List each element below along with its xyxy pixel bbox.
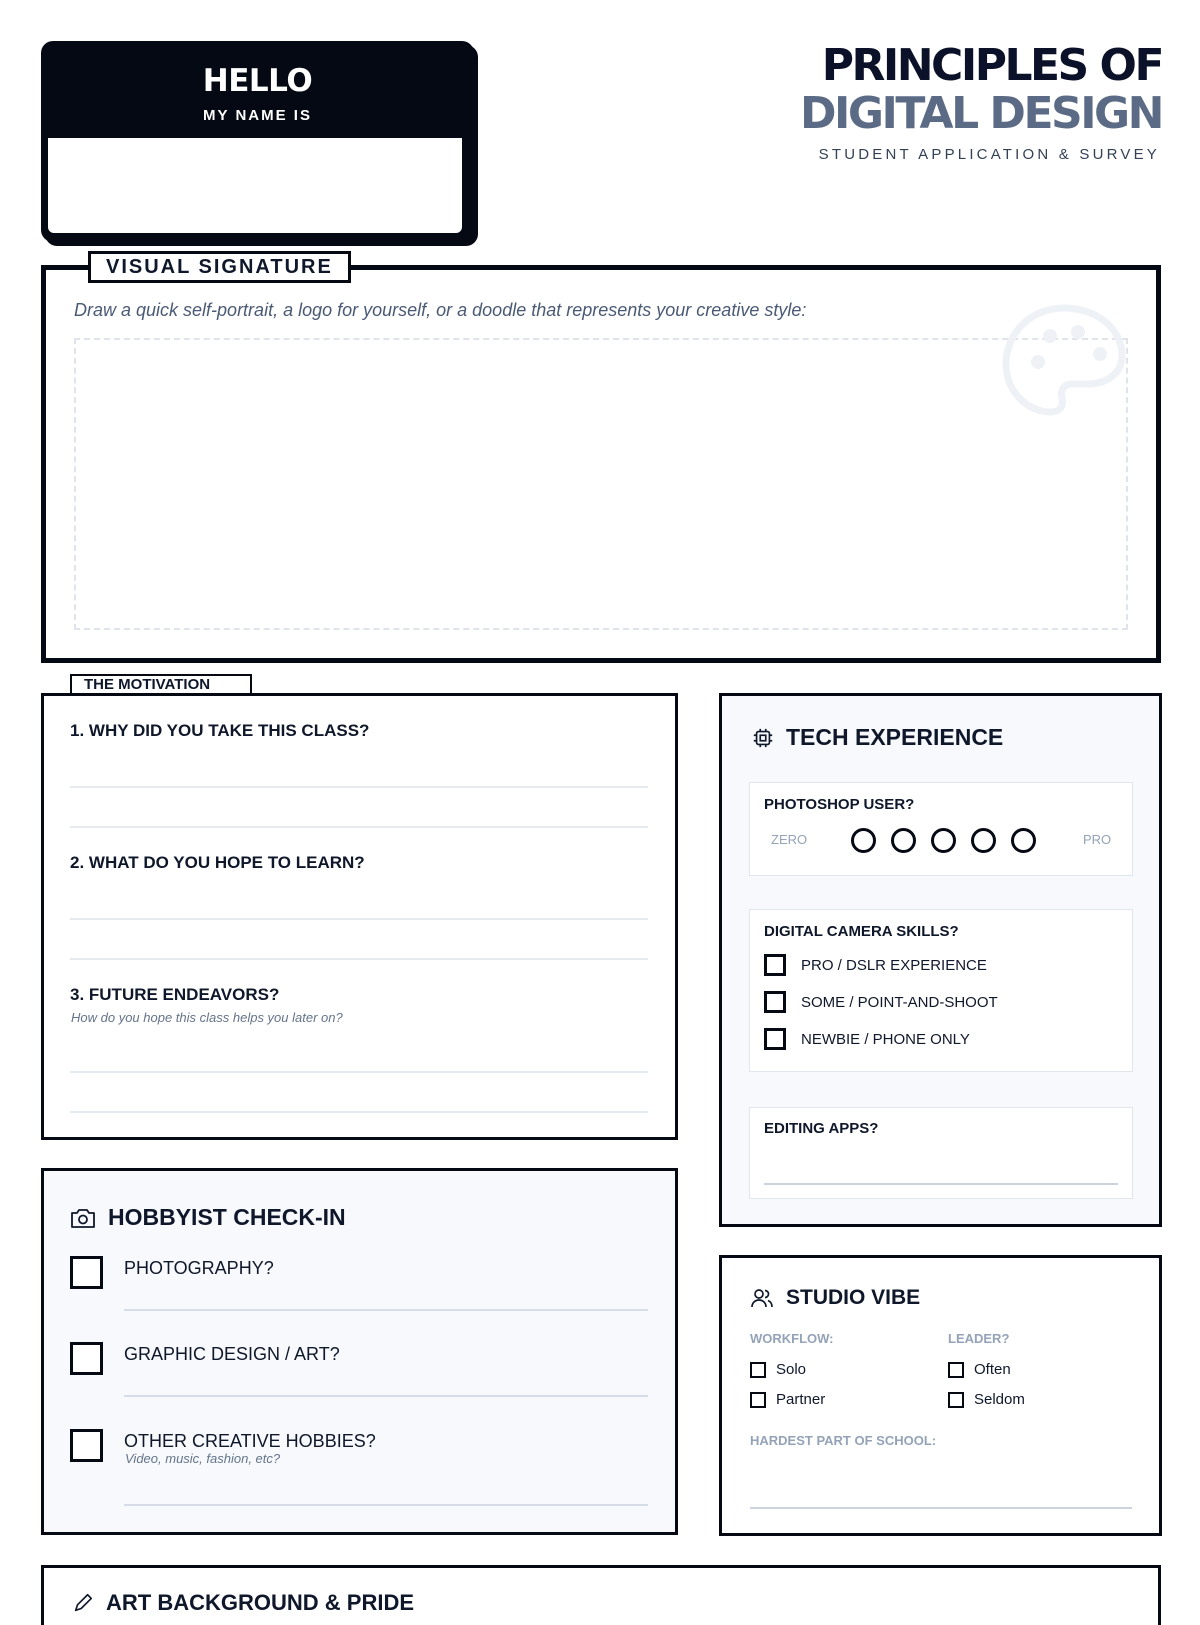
camera-option-checkbox-1[interactable] bbox=[764, 954, 786, 976]
hardest-part-label: HARDEST PART OF SCHOOL: bbox=[750, 1433, 937, 1448]
answer-line[interactable] bbox=[70, 786, 648, 788]
rating-option-4[interactable] bbox=[971, 828, 996, 853]
editing-label: EDITING APPS? bbox=[764, 1120, 879, 1137]
motivation-question-2: 2. WHAT DO YOU HOPE TO LEARN? bbox=[70, 853, 365, 872]
answer-line[interactable] bbox=[124, 1504, 648, 1506]
hobbyist-heading: HOBBYIST CHECK-IN bbox=[108, 1204, 346, 1230]
workflow-checkbox-partner[interactable] bbox=[750, 1392, 766, 1408]
hobby-label-photography: PHOTOGRAPHY? bbox=[124, 1258, 274, 1278]
name-input-area[interactable] bbox=[48, 138, 462, 233]
studio-vibe-header bbox=[750, 1286, 920, 1310]
camera-option-label-2: SOME / POINT-AND-SHOOT bbox=[801, 994, 998, 1011]
hobby-checkbox-photography[interactable] bbox=[70, 1256, 103, 1289]
camera-option-label-3: NEWBIE / PHONE ONLY bbox=[801, 1031, 970, 1048]
answer-line[interactable] bbox=[124, 1309, 648, 1311]
hobby-checkbox-other[interactable] bbox=[70, 1429, 103, 1462]
rating-option-3[interactable] bbox=[931, 828, 956, 853]
motivation-question-1: 1. WHY DID YOU TAKE THIS CLASS? bbox=[70, 721, 370, 740]
answer-line[interactable] bbox=[124, 1395, 648, 1397]
palette-icon bbox=[1000, 300, 1128, 428]
motivation-question-3: 3. FUTURE ENDEAVORS? bbox=[70, 985, 280, 1004]
answer-line[interactable] bbox=[70, 918, 648, 920]
answer-line[interactable] bbox=[70, 958, 648, 960]
tech-experience-header bbox=[752, 724, 1003, 751]
leader-checkbox-often[interactable] bbox=[948, 1362, 964, 1378]
cpu-chip-icon bbox=[752, 727, 774, 749]
studio-vibe-heading: STUDIO VIBE bbox=[786, 1286, 921, 1309]
leader-option-seldom: Seldom bbox=[974, 1391, 1025, 1408]
rating-option-5[interactable] bbox=[1011, 828, 1036, 853]
answer-line[interactable] bbox=[70, 826, 648, 828]
camera-option-checkbox-2[interactable] bbox=[764, 991, 786, 1013]
tech-experience-heading: TECH EXPERIENCE bbox=[786, 724, 1004, 750]
name-tag-subtitle: MY NAME IS bbox=[203, 107, 312, 124]
rating-option-1[interactable] bbox=[851, 828, 876, 853]
hobby-label-graphic-design: GRAPHIC DESIGN / ART? bbox=[124, 1344, 340, 1364]
answer-line[interactable] bbox=[70, 1071, 648, 1073]
camera-option-checkbox-3[interactable] bbox=[764, 1028, 786, 1050]
users-icon bbox=[750, 1286, 774, 1310]
hobby-checkbox-graphic-design[interactable] bbox=[70, 1342, 103, 1375]
workflow-option-partner: Partner bbox=[776, 1391, 826, 1408]
motivation-question-3-hint: How do you hope this class helps you later on? bbox=[71, 1010, 343, 1025]
scale-min-label: ZERO bbox=[771, 832, 808, 847]
leader-label: LEADER? bbox=[948, 1331, 1010, 1346]
signature-heading: VISUAL SIGNATURE bbox=[88, 251, 351, 283]
art-background-heading: ART BACKGROUND & PRIDE bbox=[106, 1590, 414, 1615]
page-title-line2: DIGITAL DESIGN bbox=[800, 88, 1162, 139]
hobbyist-header bbox=[70, 1204, 346, 1231]
workflow-checkbox-solo[interactable] bbox=[750, 1362, 766, 1378]
answer-line[interactable] bbox=[70, 1111, 648, 1113]
photoshop-label: PHOTOSHOP USER? bbox=[764, 796, 915, 813]
rating-option-2[interactable] bbox=[891, 828, 916, 853]
pencil-icon bbox=[72, 1592, 94, 1614]
name-tag bbox=[41, 41, 474, 242]
signature-drawing-area[interactable] bbox=[74, 338, 1128, 630]
hobby-label-other: OTHER CREATIVE HOBBIES? bbox=[124, 1431, 376, 1451]
editing-answer-line[interactable] bbox=[764, 1183, 1118, 1185]
camera-label: DIGITAL CAMERA SKILLS? bbox=[764, 923, 959, 940]
leader-option-often: Often bbox=[974, 1361, 1011, 1378]
hobby-hint-other: Video, music, fashion, etc? bbox=[125, 1451, 281, 1466]
leader-checkbox-seldom[interactable] bbox=[948, 1392, 964, 1408]
art-background-header bbox=[72, 1590, 414, 1616]
page-title-line1: PRINCIPLES OF bbox=[821, 40, 1162, 91]
camera-icon bbox=[70, 1207, 96, 1229]
scale-max-label: PRO bbox=[1083, 832, 1112, 847]
page-subtitle: STUDENT APPLICATION & SURVEY bbox=[818, 146, 1160, 163]
workflow-label: WORKFLOW: bbox=[750, 1331, 834, 1346]
motivation-heading: THE MOTIVATION bbox=[70, 674, 252, 695]
signature-prompt: Draw a quick self-portrait, a logo for yourself, or a doodle that represents your creative style: bbox=[74, 300, 807, 320]
workflow-option-solo: Solo bbox=[776, 1361, 807, 1378]
name-tag-hello: HELLO bbox=[202, 63, 313, 99]
hardest-part-answer-line[interactable] bbox=[750, 1507, 1132, 1509]
camera-option-label-1: PRO / DSLR EXPERIENCE bbox=[801, 957, 987, 974]
